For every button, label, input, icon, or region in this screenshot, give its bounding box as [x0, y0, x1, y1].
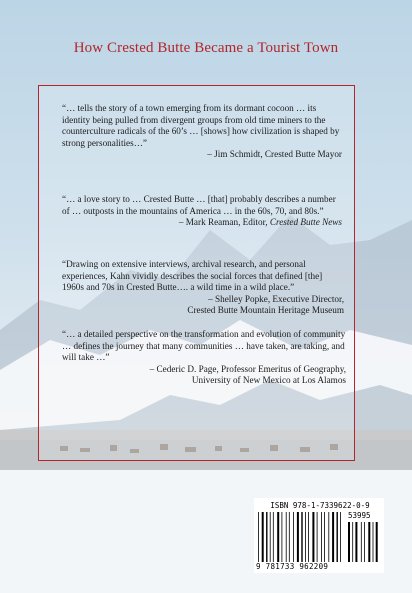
quote-block-1 — [62, 103, 342, 161]
quote-attribution — [62, 217, 342, 229]
quote-attribution: – Jim Schmidt, Crested Butte Mayor — [207, 149, 342, 160]
quote-block-3 — [62, 259, 344, 317]
quote-text: “… a love story to … Crested Butte … [that] probably describes a number of … outposts in the mountains of America … in the 60s, 70, and 80s.” — [62, 194, 336, 216]
quote-text: “… a detailed perspective on the transformation and evolution of community … defines the journey that many communities … have taken, are taking, and will take …” — [62, 329, 346, 363]
barcode-addon-digits: 53995 — [348, 511, 371, 520]
isbn-label: ISBN 978-1-7339622-0-9 — [270, 501, 370, 510]
quote-attribution-line-2: Crested Butte Mountain Heritage Museum — [187, 305, 344, 316]
quote-block-4 — [62, 329, 346, 387]
page-title: How Crested Butte Became a Tourist Town — [73, 40, 339, 56]
attribution-publication: Crested Butte News — [269, 217, 342, 228]
quote-attribution-line-1: – Shelley Popke, Executive Director, — [208, 293, 344, 304]
quote-attribution-line-2: University of New Mexico at Los Alamos — [191, 375, 346, 386]
barcode-digits: 9 781733 962209 — [256, 562, 329, 571]
quote-attribution-line-1: – Cederic D. Page, Professor Emeritus of Geography, — [149, 363, 346, 374]
attribution-prefix: – Mark Reaman, Editor, — [178, 217, 270, 228]
quote-text: “… tells the story of a town emerging from its dormant cocoon … its identity being pulled from divergent groups from old time miners to the counterculture radicals of the 60’s … [shows] how civilization is shaped by strong personalities…” — [62, 103, 340, 148]
quote-block-2 — [62, 194, 342, 229]
quote-text: “Drawing on extensive interviews, archival research, and personal experiences, Kahn vividly describes the social forces that defined [the] 1960s and 70s in Crested Butte…. a wild time in a wild place.” — [62, 259, 323, 293]
